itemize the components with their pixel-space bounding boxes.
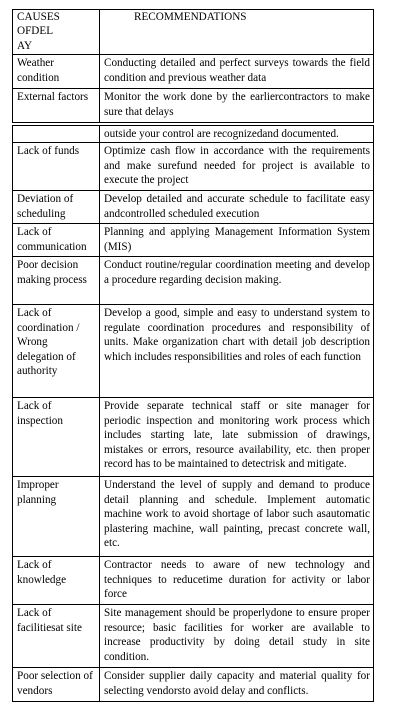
table-row — [13, 668, 374, 702]
table-row — [13, 257, 374, 305]
header-recommendations-cell — [100, 10, 374, 55]
recommendation-cell: Understand the level of supply and demand to produce detail planning and schedule. Implement automatic machine work to avoid shortage of labor such asautomatic plastering machine, wall painting, precast concrete wall, etc. — [100, 477, 374, 557]
cause-cell: Poor selection of vendors — [13, 668, 100, 702]
delay-table-part2 — [12, 125, 374, 702]
cause-cell: Lack of funds — [13, 143, 100, 191]
cause-cell: External factors — [13, 89, 100, 123]
cause-cell: Lack of knowledge — [13, 557, 100, 605]
table-row — [13, 557, 374, 605]
recommendation-cell: Conducting detailed and perfect surveys towards the field condition and previous weather data — [100, 55, 374, 89]
recommendation-cell: Provide separate technical staff or site manager for periodic inspection and monitoring work process which includes starting late, late submission of drawings, mistakes or errors, resource availability, etc. then proper record has to be maintained to detectrisk and mitigate. — [100, 398, 374, 477]
table-row — [13, 143, 374, 191]
delay-table-part1 — [12, 9, 374, 123]
empty-cause-cell — [13, 126, 100, 143]
recommendation-cell: Contractor needs to aware of new technology and techniques to reducetime duration for activity or labor force — [100, 557, 374, 605]
cause-cell: Improper planning — [13, 477, 100, 557]
recommendation-cell: Conduct routine/regular coordination meeting and develop a procedure regarding decision making. — [100, 257, 374, 305]
recommendation-cell: Site management should be properlydone to ensure proper resource; basic facilities for worker are available to increase productivity by doing detail study in site condition. — [100, 605, 374, 668]
continuation-cell: outside your control are recognizedand documented. — [100, 126, 374, 143]
recommendation-cell: Optimize cash flow in accordance with the requirements and make surefund needed for project is available to execute the project — [100, 143, 374, 191]
cause-cell: Deviation of scheduling — [13, 191, 100, 224]
table-row — [13, 305, 374, 398]
table-row — [13, 477, 374, 557]
table-row — [13, 224, 374, 257]
table-row — [13, 398, 374, 477]
cause-cell: Weather condition — [13, 55, 100, 89]
recommendation-cell: Develop a good, simple and easy to understand system to regulate coordination procedures and responsibility of units. Make organization chart with detail job description which includes responsibilities and roles of each function — [100, 305, 374, 398]
continuation-row — [13, 126, 374, 143]
header-causes: CAUSES OFDEL AY — [13, 10, 100, 55]
recommendation-cell: Monitor the work done by the earliercontractors to make sure that delays — [100, 89, 374, 123]
table-row — [13, 605, 374, 668]
cause-cell: Lack of inspection — [13, 398, 100, 477]
table-row — [13, 191, 374, 224]
cause-cell: Poor decision making process — [13, 257, 100, 305]
table-row — [13, 55, 374, 89]
recommendation-cell: Consider supplier daily capacity and material quality for selecting vendorsto avoid delay and conflicts. — [100, 668, 374, 702]
recommendation-cell: Planning and applying Management Information System (MIS) — [100, 224, 374, 257]
cause-cell: Lack of facilitiesat site — [13, 605, 100, 668]
recommendation-cell: Develop detailed and accurate schedule to facilitate easy andcontrolled scheduled execution — [100, 191, 374, 224]
table-header-row — [13, 10, 374, 55]
cause-cell: Lack of communication — [13, 224, 100, 257]
table-row — [13, 89, 374, 123]
header-recommendations: RECOMMENDATIONS — [134, 11, 247, 23]
cause-cell: Lack of coordination / Wrong delegation of authority — [13, 305, 100, 398]
